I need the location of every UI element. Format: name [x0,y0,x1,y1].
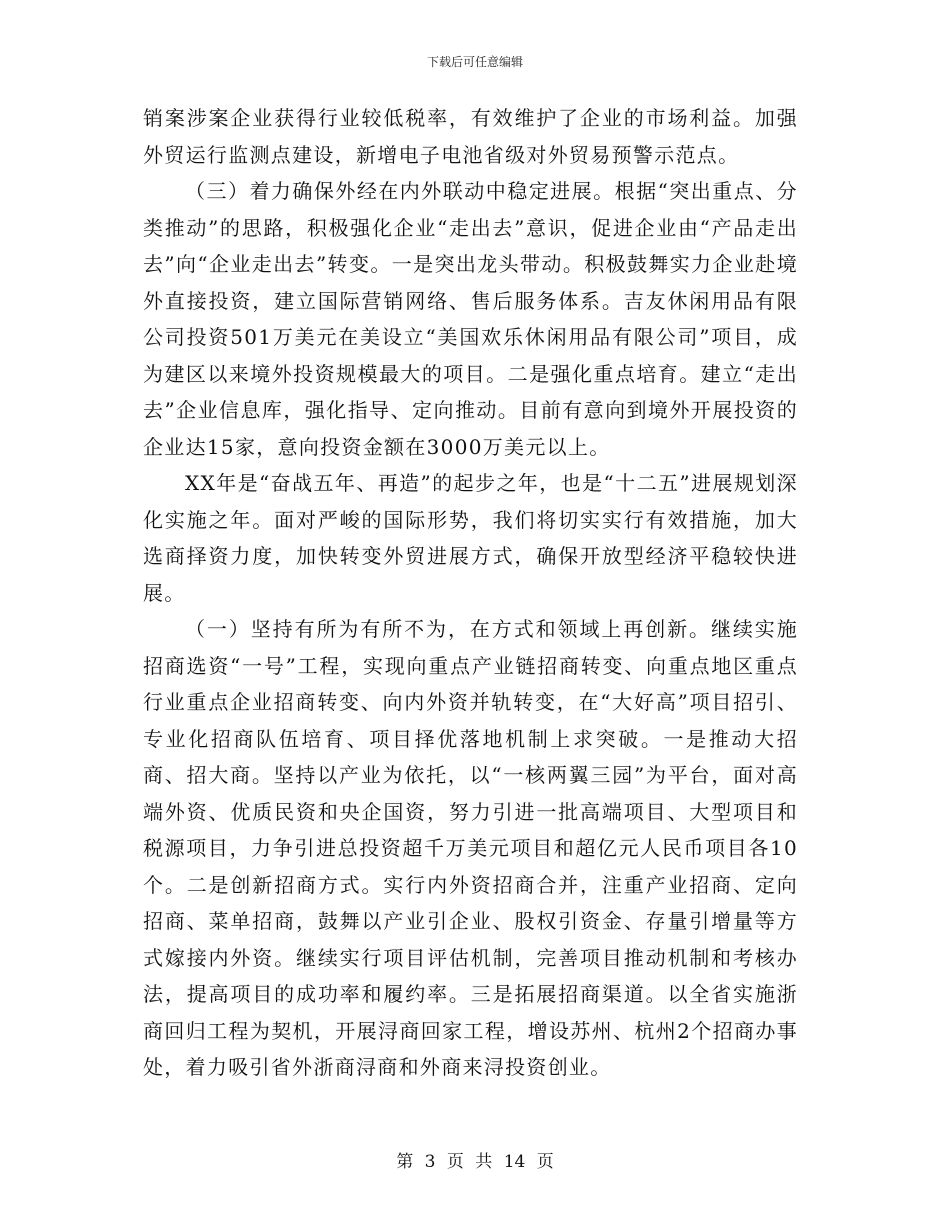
paragraph-3: XX年是“奋战五年、再造”的起步之年，也是“十二五”进展规划深化实施之年。面对严峻的国际形势，我们将切实实行有效措施，加大选商择资力度，加快转变外贸进展方式，确保开放型经济平稳较快进展。 [143,471,798,605]
paragraph-2: （三）着力确保外经在内外联动中稳定进展。根据“突出重点、分类推动”的思路，积极强化企业“走出去”意识，促进企业由“产品走出去”向“企业走出去”转变。一是突出龙头带动。积极鼓舞实力企业赴境外直接投资，建立国际营销网络、售后服务体系。吉友休闲用品有限公司投资501万美元在美设立“美国欢乐休闲用品有限公司”项目，成为建区以来境外投资规模最大的项目。二是强化重点培育。建立“走出去”企业信息库，强化指导、定向推动。目前有意向到境外开展投资的企业达15家，意向投资金额在3000万美元以上。 [143,179,798,459]
paragraph-1: 销案涉案企业获得行业较低税率，有效维护了企业的市场利益。加强外贸运行监测点建设，新增电子电池省级对外贸易预警示范点。 [143,106,798,167]
document-body [143,100,798,1086]
page-number-footer: 第 3 页 共 14 页 [396,1152,554,1172]
page-header: 下载后可任意编辑 [426,55,523,69]
paragraph-4: （一）坚持有所为有所不为，在方式和领域上再创新。继续实施招商选资“一号”工程，实现向重点产业链招商转变、向重点地区重点行业重点企业招商转变、向内外资并轨转变，在“大好高”项目招引、专业化招商队伍培育、项目择优落地机制上求突破。一是推动大招商、招大商。坚持以产业为依托，以“一核两翼三园”为平台，面对高端外资、优质民资和央企国资，努力引进一批高端项目、大型项目和税源项目，力争引进总投资超千万美元项目和超亿元人民币项目各10个。二是创新招商方式。实行内外资招商合并，注重产业招商、定向招商、菜单招商，鼓舞以产业引企业、股权引资金、存量引增量等方式嫁接内外资。继续实行项目评估机制，完善项目推动机制和考核办法，提高项目的成功率和履约率。三是拓展招商渠道。以全省实施浙商回归工程为契机，开展浔商回家工程，增设苏州、杭州2个招商办事处，着力吸引省外浙商浔商和外商来浔投资创业。 [143,617,798,1079]
